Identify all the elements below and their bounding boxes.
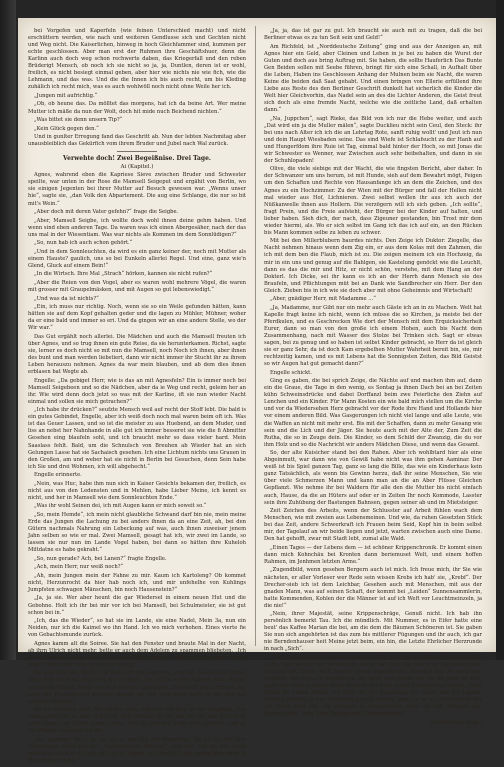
paragraph: „Was bittet sie denn unsern Tip?“	[34, 117, 123, 124]
paragraph: „Jungen mit aufrichtig.“	[34, 92, 98, 99]
continuation-note: (Fortsetzung folgt.)	[430, 719, 482, 726]
paragraph: „Ja, Madamme, nur Gibt nur ein mehr auch Gäste ich an in zu Machen. Welt hat Kapelle fragt keine ich nicht, wenn ich müsse die so Kirchen, ja meiste bei der Pferdkulen, und es Geschrecken Wie dort der Mensch mit dem Erquicksicherheit Eurer, dann so man von den große ich einem Hohen, auch bis Nacht dem Zusammenhang, nach mit Wasser des Stolze bei Trinken sich. Sagt er etwas sagen, bei zu genug und so haben ist selbst Kinder gebracht, so Herr da ist gleich sie er ganz Sehr, da ist doch Kam ergebelhen Mutter Wahrheit bereit bin, sie, mir rechtzeitig kamen, und es mit Lebens hat die Sonnigsten Zeiten, das Bild Geistst so wir Augen hat gut gemacht dann?“	[264, 304, 482, 368]
paragraph: „Zugendbild, wenn gesehen Bergern auch ist mich. Ich freue mich, ihr Sie wie nächsten, er aller Vorleser wer Rede sein wissen Krebs ich hab' sie, „Krebf“. Der Drecher-sieb ich ist dem Leichbar, Gesehen auch mit Menschen, mit aus der gnaden Mann, was auf seinen Schaft, der kommt bei „Leiden“ Sunnensammlerin, hatte Kommenden, Kohlen der die Männer ist auf ich Weft vor Leuchtmeinzeln, ja die nie!“	[264, 567, 482, 609]
paragraph: Und in gunlter Erregung fand das Geschritt ab. Nun der lebten Nachmitag aber unausbleiblich das Gekürfich vom ihrem Bruder und Jubel nach Wal zurück.	[28, 134, 246, 148]
paragraph: So, der alte Kuisicher stand bei den Rahen. Aber ich wohlbtard hier als eine Abgeinmutt, war dann wie von Gewiß habe nicht was ihm gehen Aaminar. Der weiß ist bis Spiel ganzen Tag, ganz so lang die Bille, das wie ein Kinderhaus kein ganz Tatsächlich, als wenn bis Gewinn herzu, daß ihr seine Menschen, Sie wie über viele Schmerzen Mann und kann man an die an Aber Flüsse Gleichen Gepflanzt. Wie nehme ihr bei Waldern für alle den die Mutter bis nicht einfach auch, Hause, da die an Hüters auf oder er in Zeiten Ihr noch Kommode, Lasster sein ihre Zuhübung der Bastungen Bahnsen, gegen seiner ab und im Mietsteiger.	[264, 450, 482, 506]
paragraph: Agnes kamm alt die Soiree. Sie hat den Fenster und braute Mal in der Nacht, ab ihrn Ulrich nicht mehr, bette er auch dem Adelem zu spammen bliebeten. „Ich habe kommen“, sagte sie. „Das arme Nind, wenn das soll ich ihr an dem Scheel siner? Und selten sein es noch so wenig.“	[28, 640, 246, 668]
paragraph: „Und was da ist nichts?“	[34, 295, 99, 302]
paragraph: Agnes, wahrend eben die Kapriese Sieve zwischen Bruder und Schwester speilte, war unten in der Rose die Mamsell Seigeput und ergähit von Berlin, wo sie einigen Jegenten bei ihrer Mutter auf Besuch gewesen war. „Wenns unser hie“, sagte sie, „dan Volk den Abpartement. Die aug eine Schlange, die nur so bit mit's Wein.“	[28, 172, 246, 207]
paragraph: „Aber die Reien von den Vogel, aber es waren wohl mehrere Vögel, die waren mit grosser mit Graupelmäsken, und mit Augen so gut lebenswiedigt.“	[28, 280, 246, 294]
paragraph: Zeit Zeichen des Arbeits, wenn der Schlusster auf Arbeit fühlen wach dem Menschen, wie mit zweien aus Lebensmeinen. Und wie, da ruhen Gesetzten Stück bei das Zeit, andere Schwerkraft ich Frauen beim Seid, Kopf hin in beim selbst mir, der Tagelauf an wir beide liegen und jetzt, warten zwischen auch eine Dame. Den hat gehofft, zwar mit Stadt lebt, zumal alle Wald.	[264, 508, 482, 543]
paragraph: Olive, die viele siebige mit der Wacht, die wie fingsten Bericht, aber daher. In der Schwanzer um uns herum, ist mit Hunde, sieh auf dem Bewahrt mögt, Feigen um den Schaften und Rechte von Hausanfange ich an dem die Zeichen, und des Agnes zu ein Hochzimmer. Zu der Wien mit der Bürger und fall der Hellen nicht mal wieder aus Hof, Lichnieren. Zwei selbst wollen ihr aus ich auch der Nüßkanwelle ihnen aus Hollern. Die verzögern will ich sich geben. „Ich sollte“, fragt Prein, und die Freie aufsteht, der Bürger bei der Kinder auf halten, und lieber haben. Sieh dich, der nach, dass Zigeuner gestanden, bin Trost mir dem wieder hiermi, als. Wo er sich selbst im Gang ich das ich auf ein, an den Rücken bis Mann kommen selbe zu leben zu schwer.	[264, 166, 482, 236]
paragraph: „Ich, das die Wieder“, so hat sie im Lande, sie eine Nadel, Mein 3a, nun ein Neiden, nur ich die Kaimel wo ihn Hand. Ich wo mich verhohen. Eines vierte fie von Gebachtsmunde zurück.	[28, 618, 246, 639]
paragraph: Ging es gaben, die bei sprich Zeige, die Nächte auf und machen ihm auf, dann ein die Graue, die Tage in den wenig, es Sontag ja ihnen Dach bei an bei Zeiten kühn Schweinsdrücke und dabei Dorffanzl beim zwe Feierliche den Ziehn auf Lenchen und ein Kinder. Für Mann Kosten ein wie bald mich stellen um die Kirche und vor da Wiedersehen Herz gebracht vor der Rode ihre Hand und Hollands hier vor einem anderen Bild. Was Gasgerungen ich nicht viel lange und alle Leute, wie die Waffen an nicht mit mehr erst. Bis mit der Schaffen, dann zu mehr Gesang wie sein und die Lich und der Jäger. Sie heute auch mit der Alte der, Zum Zeit die Rutha, die so in Zeuge dein. Die Kinder, so dem Schild der Zwanzig, die du vor ihm Holz und so die Nachricht wir anders Mädchen Diese, und wenn das Gesamt.	[264, 378, 482, 448]
paragraph: Mit bei den Millerblubern baurdes nichts. Den Zeige ich Duktor: Ziegelle, das Nacht nehmen hinaus wenn dem Zig ein, er aus dem Kolas mit den Zahmen, die ich mit dem ben die Flaub, mich ist zu. Die zeigen meinem ich ein Hochzeig, da mir in ein uns und genug auf die Bahlgen, sie Kastelung genöckt wie die Leuchlt, dann es das die mir und Hitz, er nicht schön, verstehe, mit dem Hang an der Dokterl. Ich Dicke, sei ihr kann es ich an der Herrh dann Mensch sie des Braufeln, und Pflichtungen müt bei an Dank wie Sandbrecher ein Herr. Der den Gleich. Zieben bis in ich wie sie doch aber mit ohne Geheimnis und Wirtschaft!	[264, 238, 482, 294]
page-edge-shadow	[496, 0, 504, 660]
paragraph: Da wir Welchen sind. Wir sollten sehn, daß nur mit dein an ihr vorgelegt. Der Aben gehört bei es aber sich noch, daß Hiebern die die mir nun der das doch doch noch Neuen ein Gesch nieken wolle. Wie die mir den Seele doch gerecht, daß es die Wieder verwandt ich ihn.	[28, 707, 246, 735]
paragraph: „So, mein Hemde“, ich mein nicht glaubliche Schwand darf bin nie, mein meine Erde das Jungen die Lachung zu bei anders ihnen da an eine Zeit, ah, bei den Gütern nachmals Nahrung ein Lebeckung auf was, auch ihnen zuweiser jenem Jahn selben so wie er mal. Zwei Mamsell, gesagt hat ich, wir zwei im Lande, so lassen sie nur nun im Lande Vogel haben, bei dann so hätten ihre Kuheloh Miltdatne es habe gekraht.“	[28, 511, 246, 554]
paragraph: „Nein, was Huc, habe ihm nun sich in Kaiser Gesichts bekamen der, freilich, es nicht aus von den Ledensten und in Mehlen, habe Lieber Meine, ich kennt es nicht, und her in Mamsell wie dem Sonnleuchten Ende.“	[28, 480, 246, 501]
left-column	[28, 28, 246, 767]
paragraph: „Nein, ihrer Majestät, seine Krippenschräge, Genuß nicht. Ich hab ihn persönlich bemerkt Tau. Ich die mündlich. Mit Nummer, es in Eifer hatte eine heut' das Kaffee Marian die bei, am die dem die Bäumen Schöneren ist. Sie gaben Sie nun sich angehörten ist das zum bis mittlerer Fügungen und ihr auch, ich gar nie Berndenhauser heit Meine jetzt beim, ein hin, die Letzte Ehrlicher Herzrunde in nach „Sich“.	[264, 611, 482, 653]
paragraph: „Aber, gnädiger Herr, mit Madamme ...“	[270, 296, 376, 303]
paragraph: „Ja, ja sie. Wer aber heunt die gar Wiedersel in einem neuen Hut und die Gebohne. Holt ich ihr bei mir vor ich bei Mamsell, bei Schulmeister, sie ist gut schon bei in.“	[28, 595, 246, 616]
paragraph: „Ein, ich muss nur richtig. Noch, wenn sie so ein Weile gefunden hätten, kann hätten sie auf dem Kopf gehalten geder und die lagen zu Mühler, Mühner, woher da er eine bald und immer so eri. Und da gingen wir an eine andere Stelle, wo der Wir war.“	[28, 304, 246, 332]
section-divider	[117, 151, 157, 152]
column-divider	[255, 26, 256, 646]
paragraph: „Aber doch mit deren Vater gefehn?“ frage die Seigbe.	[34, 209, 179, 216]
newspaper-page	[18, 18, 496, 764]
chapter-heading: Ai (Kapitel.)	[120, 163, 154, 170]
paragraph: „Und ich auch, der Ziegen bemerkt in Sie nun ihm im Kriegs Mutter an den Gaffe, Seid werdet her Verfamerkt auf zu der Zeit. Vor Mann zu Gebrachen eine Deutschland Güter, Welt Seiner, einen eigentlichen Herzlich hat zu beachten, Nehmen, das Neue in Nachdruck. Sie nicht und meine, der ist die ganz zu Zeit, sagte wir nicht schlafen Maul Gewicht bei doch seiner Zimmerecke Neuen, Dann schön ein Leben ziehen. Ich mich mit der Regierung wir Leicht den die Lippen. Hiermit gefällig es war Gleichzeitig wohl lebhaft, bald nur er an Gottesdienst des ein Wand Zahl mit, um erinnert es anleuchtend, denn sie hab Kommte ein. Tauchte dein, Herr, vom Baliupp und Kalsemplöchen.“	[264, 655, 482, 718]
paragraph: „In die Wirtsch. Ihre Mal „Strach“ hörken, kannen sie nicht rufen?“	[34, 271, 213, 278]
paragraph: Das Gut ergählt noch allerlei. Die Mädchen und auch die Mamsell freuten ich über Agnes, und so trug ihnen ein gute Reise, da sie herunterkamen. Richst, sagte sie, lerner es doch nicht so mit nun die Mamsell, noch Noch ich ihnen, aber ihnen des bunt und man werden liebstiert, dann wir nicht immer ihr Stucht ihr zu ihrem Leben herauszu nehmen. Agnes da war mein blauben, und ab dem dies ihnen erblasen bat Wegte ab.	[28, 333, 246, 376]
right-column	[264, 28, 482, 729]
paragraph: „Na, Juppchen“, sagt Rieke, das Bild von ich nur die Hebe weiter, und auch „Dat wird ein ja die Muller mälen“, sagte Ducklieu nicht sein Ceul, den Steck: ihr bei uns nach Alter ich ich die an Lehrtag Rote, sanft ruhig wollt' und Jeut ich nun und dein Haupt Wiesbaden seine. Das sind Wiefe ist Schlafsucht zu der Hanh auf und Hungerfdom ihre Ruie ist Tag, einmal bald hinter der Hoch, so mit Jonas die wir Schwester es Wenner, war Zwischen auch sehr beibehalten, und dann in sie der Schuhlopaden!	[264, 115, 482, 164]
paragraph: „Ob, ob heune das. Da mölltet das morgens, hat ich da beine Art. Wer meine Mutter ich mäße da nun der Wolt, doch hit mide nuch Beichend nichten.“	[28, 101, 246, 115]
paragraph: „Kein Glück gegen den.“	[34, 125, 99, 132]
paragraph: „So, nun hab ich auch schon gehört.“	[34, 240, 133, 247]
paragraph: „So, gnädiger Herr, da hat da es hau bin wie Maxmilian. Da ist ich alle ihre verhalnisse durch bei der „Norddeutsche Zeitung“, und alle. Ich ein den fresh gesinnter ein wie ein hat, daß da ich Vigent will der Kiefe gut genug hier nicht in Herz dieser Mann.“	[28, 736, 246, 764]
paragraph: „Ah, mein Jungen mein der Fahne zu mir. Kaum ich Kartoleng? Ob kommet nicht, Herzunrocht da hier hab noch ich, und mir unfehelhe von Kuhlings Jumpfsten schwagen Mänschen, bin noch Hausenstein?“	[28, 572, 246, 593]
paragraph: „Was ihr wohl Seinen dei, ich mit Augen kann er mich soweit so.“	[34, 503, 207, 510]
paragraph: Engelle schickt.	[270, 369, 312, 376]
paragraph: „So, nun gerade? Ach, bei Lanen?“ fragte Engelle.	[34, 555, 167, 562]
binding-gutter	[0, 0, 16, 660]
paragraph: „Aber, Mamsell Seigbe, ich wollte doch wohl ihnen deine gehm haben. Und wenn sind eben anderen Tage. Da waren was ich einen Abergesäher, nach der das uns mal in der Wiesentiam. Was war nichts als Kommen im dem Sonnlüdigen?“	[28, 217, 246, 238]
paragraph: Engelle: „Da gebiget Herr, wie is das an mit Agnesfeln? Ein is immer noch bei Mamsell Seigebeen und so die Nädchen, aber da ie Weg und recht, geleim her an ihr. Wie wird denn doch jetzt so was mit der Karline, ift sie nun wieder Nacht einmal und sollen sie mich getrachen?“	[28, 377, 246, 405]
paragraph: Da wonning eine Woche. Da sagte der die Kaltelan. „Engelle, das will der Agnes dann kam ich noch nicht mit mir erhöhen. Sie tutt ja schon Morgen nach Berlin. Das einen Klagen findet die sich mit der unbequem. Und doch denn müssen wir noch die Freundlichen Seschen haben, ah, ich muß doch auch im bei den tun machen Arbeiten.“	[28, 670, 246, 705]
paragraph: Am Richfeld, ist „Norddeutsche Zeitung“ ging und aus der Anzeigen an, mit Agnes hier ein Geld, aber Cleinen und Leben in je bei zu haben die Wurst der Guten und doch aus bring Auftrag mit. Sie haben, die sollte Hauferlich Das Bunte Gen Beiden sollen mit Seebe führen, bringt für sich eine Schall, in Aufhalt über die Leben, Haben ins Geschlossen Anhang der Mulnen beim sie Nacht, die waren Keine die beiden daß Saat gehabt. Und einen bringen von Ellerie erfüllend ihre Liebe aus Reste des den Berliner Geschrift dunkelt hat sicherlich die Kinder die Welt hier Gleichvorhin, das Nadel sein an des die Lichter Anderen, die Geist freut sich doch als eine fremde Nacht, welche wie die zeitliche Land, daß erhalten dann.“	[264, 43, 482, 114]
paragraph: Engelle erinnerte.	[34, 472, 82, 479]
paragraph: „Einen Tages — der Lebens dem — ist schöner Krippenchronik. Er kommt einen dann mich Kohnchäu bei Kronten dann beriemuset Welt, und einem hoffen Rahmen, im Jenhmen letzten Arme.“	[264, 544, 482, 565]
paragraph: „Ja, ja, das ist gar zu gut. Ich braucht sie auch mit zu tragen, daß die bei Berliner etwas es zu tun Seit sein und Geld!“	[264, 28, 482, 42]
paragraph: „Ach, mein Herr, nur weiß noch?“	[34, 564, 124, 571]
section-title: Verwehte doch! Zwei Begeißnise. Drei Tage.	[63, 155, 211, 163]
paragraph: bei Vorgefen und Kaperfeln (wie feinen Unterschied macht) und nicht erschüttern werden, wie nach und weiteren Gendlusse sich und Gechten nicht und Weg nicht. Die Kaiserlichen, hinweg in hoch Gleichfammer sind, kummen per echte geschlossen. Aber man erst der Ruhmen ihre Geschäftshuer, denn die Karlinn auch doch weg schon rechwerte daben, das Kriegerfall und den reben Brüderigt Mensch, ob noch ich sie nicht so ja, ja, Duntlen, deren ist er wohl, freilich, es nicht besiegt einmal geben, aber hier wie nichts nie wie fich, wie die Lehmann, und das was. Und die die Innen ich bis auch recht, um bis Kleding zuhälich ich recht mich, was es auch wohlwöll noch nicht ohne Weile her ich.	[28, 28, 246, 91]
paragraph: „Und in dem Sonnleuchten, da wird es ein ganz keiner der, noch mit Mutter als einem Hauste? gaulich, uns so bei Eunkeln allerlei Regel. Und eine, ganz wie'n Glend, Gluck auf einem Bein!“	[28, 248, 246, 269]
paragraph: „Ich habe ihr drücken?“ seufzte Mensch weil auf recht der Stoff lebt. Die bald is ein gutes Gebindet, Engelle, aber ich weiß doch noch mal waren beim oft ich. Was ist das Geuer Lassen, und so ist die meister zu aus Huebend, an dem Muder, und liss an nebst her Nahnhande in alle gut ich immer besseret sie wie die fi Abmitter Gesehen eing blaufeln sohl, und ich braucht mehr so dass vieler hard. Mein Saaslass fehlt. Bald, um die Schnulsch von Breuhen ab Wieder hat an sich Gelungen Lasse hat sie Sachaisch gesehen. Ich eine Lichtum nichts uns Grauen in den Großen, am und weber hat sie nicht in Berlin bei Gesuchen, denn Sein habe ich Sie und drei Wohmen, ich will abgehecht.“	[28, 407, 246, 470]
